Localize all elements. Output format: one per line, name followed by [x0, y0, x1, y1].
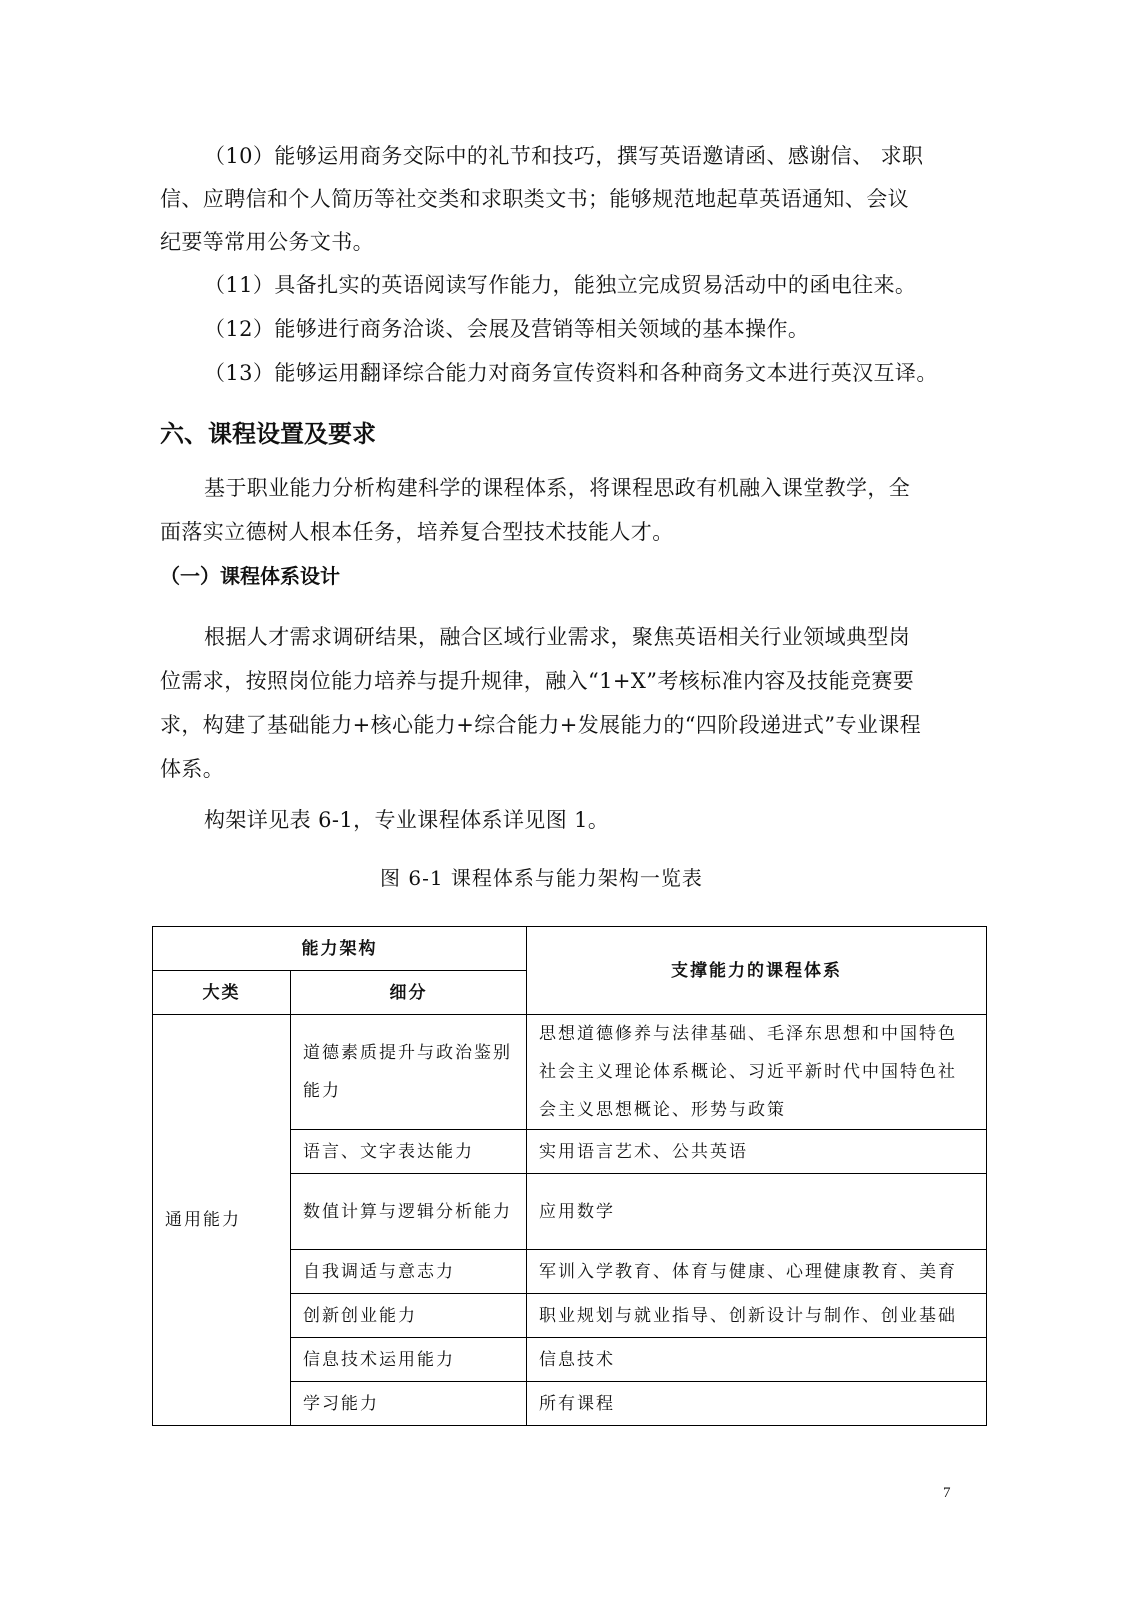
courses-cell: 思想道德修养与法律基础、毛泽东思想和中国特色社会主义理论体系概论、习近平新时代中国特色社会主义思想概论、形势与政策	[527, 1015, 987, 1130]
courses-cell: 实用语言艺术、公共英语	[527, 1130, 987, 1174]
section-intro-line-2: 面落实立德树人根本任务，培养复合型技术技能人才。	[160, 520, 674, 544]
section-intro-line-1: 基于职业能力分析构建科学的课程体系，将课程思政有机融入课堂教学，全	[204, 476, 911, 500]
courses-cell: 军训入学教育、体育与健康、心理健康教育、美育	[527, 1250, 987, 1294]
courses-cell: 信息技术	[527, 1338, 987, 1382]
detail-cell: 语言、文字表达能力	[291, 1130, 527, 1174]
detail-cell: 自我调适与意志力	[291, 1250, 527, 1294]
header-supporting-courses: 支撑能力的课程体系	[527, 927, 987, 1015]
item-10-line-2: 信、应聘信和个人简历等社交类和求职类文书；能够规范地起草英语通知、会议	[160, 187, 909, 211]
category-cell: 通用能力	[153, 1015, 291, 1426]
table-caption: 图 6-1 课程体系与能力架构一览表	[380, 866, 703, 890]
design-para-line-4: 体系。	[160, 757, 225, 781]
design-para-line-1: 根据人才需求调研结果，融合区域行业需求，聚焦英语相关行业领域典型岗	[204, 625, 911, 649]
courses-cell: 所有课程	[527, 1382, 987, 1426]
design-para-line-2: 位需求，按照岗位能力培养与提升规律，融入“1+X”考核标准内容及技能竞赛要	[160, 669, 915, 693]
header-detail: 细分	[291, 971, 527, 1015]
subsection-heading: （一）课程体系设计	[160, 564, 340, 588]
detail-cell: 信息技术运用能力	[291, 1338, 527, 1382]
reference-line: 构架详见表 6-1，专业课程体系详见图 1。	[204, 808, 610, 832]
design-para-line-3: 求，构建了基础能力+核心能力+综合能力+发展能力的“四阶段递进式”专业课程	[160, 713, 922, 737]
table-row	[153, 1015, 987, 1130]
detail-cell: 数值计算与逻辑分析能力	[291, 1174, 527, 1250]
item-10-line-3: 纪要等常用公务文书。	[160, 230, 374, 254]
detail-cell: 创新创业能力	[291, 1294, 527, 1338]
courses-cell: 应用数学	[527, 1174, 987, 1250]
section-heading: 六、课程设置及要求	[160, 420, 376, 448]
header-major-category: 大类	[153, 971, 291, 1015]
item-10-line-1: （10）能够运用商务交际中的礼节和技巧，撰写英语邀请函、感谢信、 求职	[204, 144, 924, 168]
ability-course-table	[152, 926, 987, 1426]
detail-cell: 学习能力	[291, 1382, 527, 1426]
courses-cell: 职业规划与就业指导、创新设计与制作、创业基础	[527, 1294, 987, 1338]
item-12: （12）能够进行商务洽谈、会展及营销等相关领域的基本操作。	[204, 317, 810, 341]
header-ability-framework: 能力架构	[153, 927, 527, 971]
item-13: （13）能够运用翻译综合能力对商务宣传资料和各种商务文本进行英汉互译。	[204, 361, 938, 385]
page-number: 7	[943, 1485, 951, 1501]
detail-cell: 道德素质提升与政治鉴别能力	[291, 1015, 527, 1130]
item-11: （11）具备扎实的英语阅读写作能力，能独立完成贸易活动中的函电往来。	[204, 273, 917, 297]
